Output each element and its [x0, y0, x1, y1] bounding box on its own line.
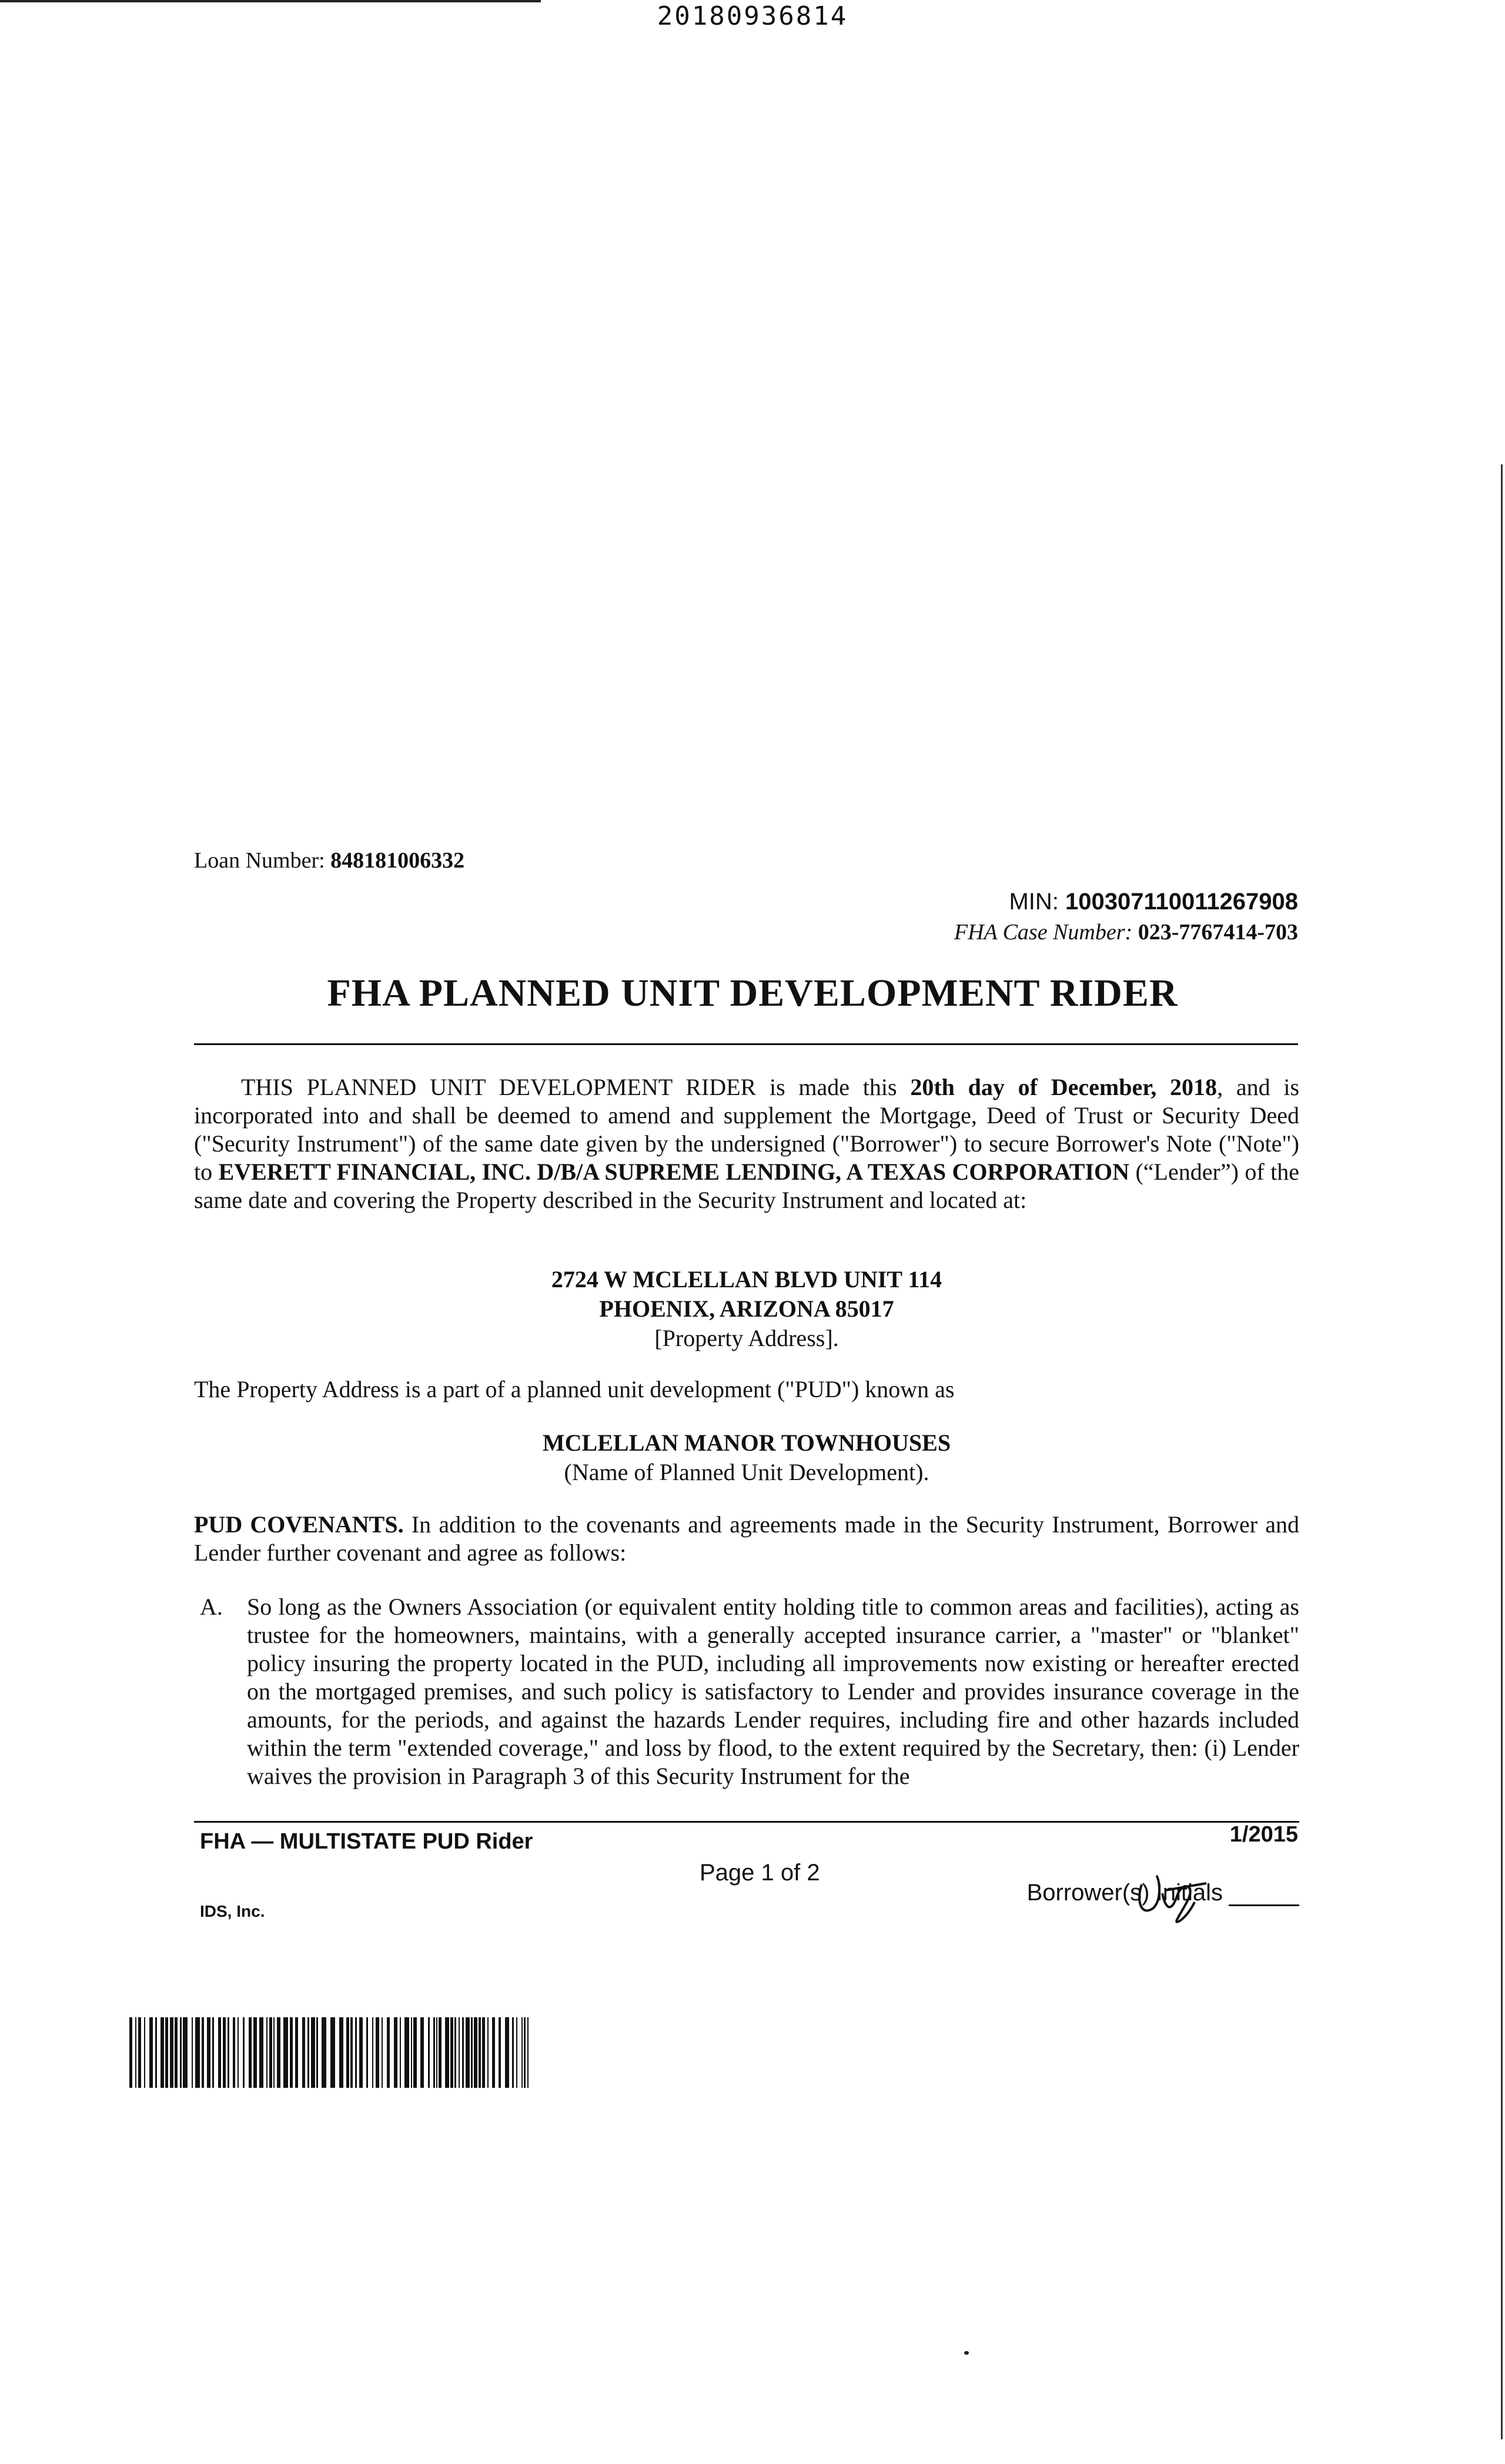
recording-number: 20180936814	[657, 1, 848, 31]
loan-number-line	[194, 848, 464, 873]
loan-number-value: 848181006332	[330, 848, 465, 873]
min-value: 100307110011267908	[1065, 889, 1298, 915]
intro-text-1: THIS PLANNED UNIT DEVELOPMENT RIDER is made this	[241, 1074, 911, 1100]
fha-case-line	[954, 919, 1298, 945]
document-title: FHA PLANNED UNIT DEVELOPMENT RIDER	[327, 972, 1178, 1015]
footer-rule	[194, 1821, 1299, 1823]
intro-text-3: (“Lender”) of the same date and covering the Property described in the Security Instrument and located at:	[194, 1159, 1299, 1213]
min-line	[1009, 889, 1298, 915]
lender-name: EVERETT FINANCIAL, INC. D/B/A SUPREME LENDING, A TEXAS CORPORATION	[218, 1159, 1130, 1185]
rider-date: 20th day of December, 2018	[910, 1074, 1218, 1100]
title-rule	[194, 1043, 1298, 1045]
address-line-1: 2724 W MCLELLAN BLVD UNIT 114	[551, 1266, 942, 1293]
speck	[964, 2351, 969, 2355]
item-a-letter: A.	[200, 1593, 223, 1620]
barcode-image	[129, 2017, 535, 2088]
intro-paragraph	[194, 1073, 1299, 1214]
form-date: 1/2015	[1229, 1822, 1298, 1847]
initials-label: Borrower(s) Initials	[1026, 1880, 1223, 1906]
form-name: FHA — MULTISTATE PUD Rider	[200, 1829, 533, 1854]
initials-blank-line	[1229, 1904, 1299, 1906]
min-label: MIN:	[1009, 889, 1065, 915]
loan-number-label: Loan Number:	[194, 848, 331, 873]
covenants-heading: PUD COVENANTS.	[194, 1511, 404, 1538]
covenants-text: In addition to the covenants and agreements made in the Security Instrument, Borrower and Lender further covenant and agree as follows:	[194, 1511, 1299, 1566]
pud-name-label: (Name of Planned Unit Development).	[564, 1459, 929, 1485]
item-a-text: So long as the Owners Association (or equivalent entity holding title to common areas and facilities), acting as trustee for the homeowners, maintains, with a generally accepted insurance carrier, a "master" or "blanket" policy insuring the property located in the PUD, including all improvements now existing or hereafter erected on the mortgaged premises, and such policy is satisfactory to Lender and provides insurance coverage in the amounts, for the periods, and against the hazards Lender requires, including fire and other hazards included within the term "extended coverage," and loss by flood, to the extent required by the Secretary, then: (i) Lender waives the provision in Paragraph 3 of this Security Instrument for the	[247, 1593, 1299, 1789]
borrower-initials	[1027, 1880, 1299, 1906]
covenant-item-a	[200, 1593, 1299, 1790]
address-line-2: PHOENIX, ARIZONA 85017	[599, 1295, 894, 1322]
vendor-name: IDS, Inc.	[200, 1902, 265, 1920]
fha-case-value: 023-7767414-703	[1138, 920, 1298, 945]
intro-text-2: , and is incorporated into and shall be deemed to amend and supplement the Mortgage, Deed of Trust or Security Deed ("Security Instrument") of the same date given by the undersigned ("Borrower") to secure Borrower's Note ("Note") to	[194, 1074, 1300, 1185]
fha-case-label: FHA Case Number:	[954, 920, 1138, 945]
pud-name-block	[194, 1428, 1299, 1487]
pud-intro: The Property Address is a part of a planned unit development ("PUD") known as	[194, 1376, 955, 1402]
pud-covenants-paragraph	[194, 1511, 1299, 1567]
scan-edge-line	[1501, 464, 1503, 2439]
pud-name: MCLELLAN MANOR TOWNHOUSES	[542, 1429, 951, 1456]
property-address-label: [Property Address].	[654, 1325, 839, 1351]
page-number: Page 1 of 2	[700, 1860, 820, 1886]
property-address-block	[194, 1265, 1299, 1353]
